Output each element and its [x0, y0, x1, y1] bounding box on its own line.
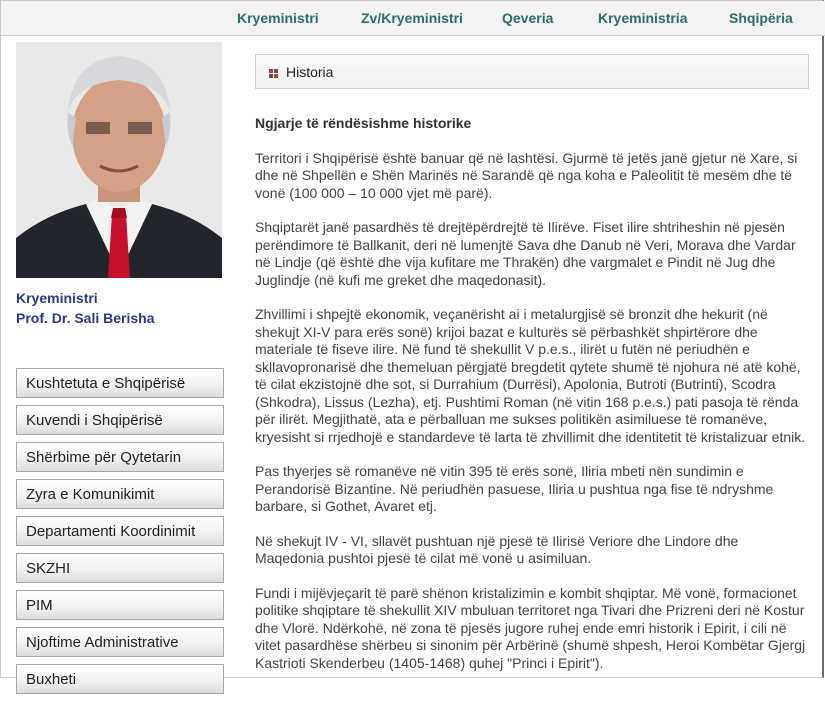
pm-name[interactable]: Prof. Dr. Sali Berisha: [16, 310, 155, 326]
four-squares-icon: [269, 69, 278, 78]
sidebar: [1, 36, 239, 688]
menu-button-kushtetuta[interactable]: Kushtetuta e Shqipërisë: [16, 368, 224, 398]
sidebar-menu: [16, 368, 224, 701]
menu-button-zyra-komunikimit[interactable]: Zyra e Komunikimit: [16, 479, 224, 509]
menu-button-sherbime[interactable]: Shërbime për Qytetarin: [16, 442, 224, 472]
nav-link-shqiperia[interactable]: Shqipëria: [729, 10, 793, 26]
menu-button-buxheti[interactable]: Buxheti: [16, 664, 224, 694]
nav-link-kryeministria[interactable]: Kryeministria: [598, 10, 688, 26]
article-paragraph: Pas thyerjes së romanëve në vitin 395 të erës sonë, Iliria mbeti nën sundimin e Perandorisë Bizantine. Në periudhën pasuese, Iliria u pushtua nga fise të ndryshme barbare, si Gothet, Avaret etj.: [255, 463, 774, 514]
section-header: [255, 54, 809, 89]
menu-button-kuvendi[interactable]: Kuvendi i Shqipërisë: [16, 405, 224, 435]
menu-button-njoftime[interactable]: Njoftime Administrative: [16, 627, 224, 657]
article-paragraph: Në shekujt IV - VI, sllavët pushtuan një pjesë të Ilirisë Veriore dhe Lindore dhe Maqedonia pushtoi pjesë të cilat më vonë u asimiluan.: [255, 532, 739, 566]
menu-button-pim[interactable]: PIM: [16, 590, 224, 620]
section-title: Historia: [286, 64, 334, 80]
top-navigation: [1, 1, 825, 36]
nav-link-zv-kryeministri[interactable]: Zv/Kryeministri: [361, 10, 463, 26]
article-paragraph: Territori i Shqipërisë është banuar që në lashtësi. Gjurmë të jetës janë gjetur në Xare, si dhe në Shpellën e Shën Marinës në Sarandë që nga koha e Paleolitit të mesëm dhe të vonë (100 000 – 10 000 vjet më parë).: [255, 149, 798, 201]
article-paragraph: Zhvillimi i shpejtë ekonomik, veçanërisht ai i metalurgjisë së bronzit dhe hekurit (në shekujt XI-V para erës sonë) krijoi bazat e kulturës së përbashkët shpirtërore dhe materiale të fiseve ilire. Në fund të shekullit V p.e.s., ilirët u futën në periudhën e skllavopronarisë dhe themeluan përgjatë bregdetit qytete shumë të njohura në atë kohë, të cilat ekzistojnë dhe sot, si Durrahium (Durrësi), Apolonia, Butroti (Butrinti), Scodra (Shkodra), Lissus (Lezha), etj. Pushtimi Roman (në vitin 168 p.e.s.) pati pasoja të rënda për ilirët. Megjithatë, ata e përballuan me sukses politikën asimiluese të romanëve, kryesisht si rrjedhojë e standardeve të larta të zhvillimit dhe identitetit të kristalizuar etnik.: [255, 306, 806, 445]
article-paragraph: Fundi i mijëvjeçarit të parë shënon kristalizimin e kombit shqiptar. Më vonë, formacionet politike shqiptare të shekullit XIV mbuluan territoret nga Tivari dhe Prizreni deri në Kostur dhe Vlorë. Ndërkohë, në zona të pjesës jugore ruhej ende emri historik i Epirit, i cili në vitet pasardhëse shërbeu si sinonim për Arbërinë (shumë shpesh, Heroi Kombëtar Gjergj Kastrioti Skenderbeu (1405-1468) quhej "Princi i Epirit").: [255, 584, 806, 671]
menu-button-skzhi[interactable]: SKZHI: [16, 553, 224, 583]
prime-minister-photo: [16, 42, 222, 278]
nav-link-qeveria[interactable]: Qeveria: [502, 10, 554, 26]
article-heading: Ngjarje të rëndësishme historike: [255, 115, 472, 131]
nav-link-kryeministri[interactable]: Kryeministri: [237, 10, 319, 26]
article-paragraph: Shqiptarët janë pasardhës të drejtëpërdrejtë të Ilirëve. Fiset ilire shtriheshin në pjesën perëndimore të Ballkanit, deri në lumenjtë Sava dhe Danub në Veri, Morava dhe Vardar në Lindje (që është dhe vija kufitare me Thrakën) dhe vargmalet e Pindit në Jug dhe Juglindje (në kufi me greket dhe maqedonasit).: [255, 219, 796, 288]
menu-button-departamenti[interactable]: Departamenti Koordinimit: [16, 516, 224, 546]
main-content: [255, 36, 811, 679]
pm-title[interactable]: Kryeministri: [16, 290, 98, 306]
article: [255, 115, 811, 689]
